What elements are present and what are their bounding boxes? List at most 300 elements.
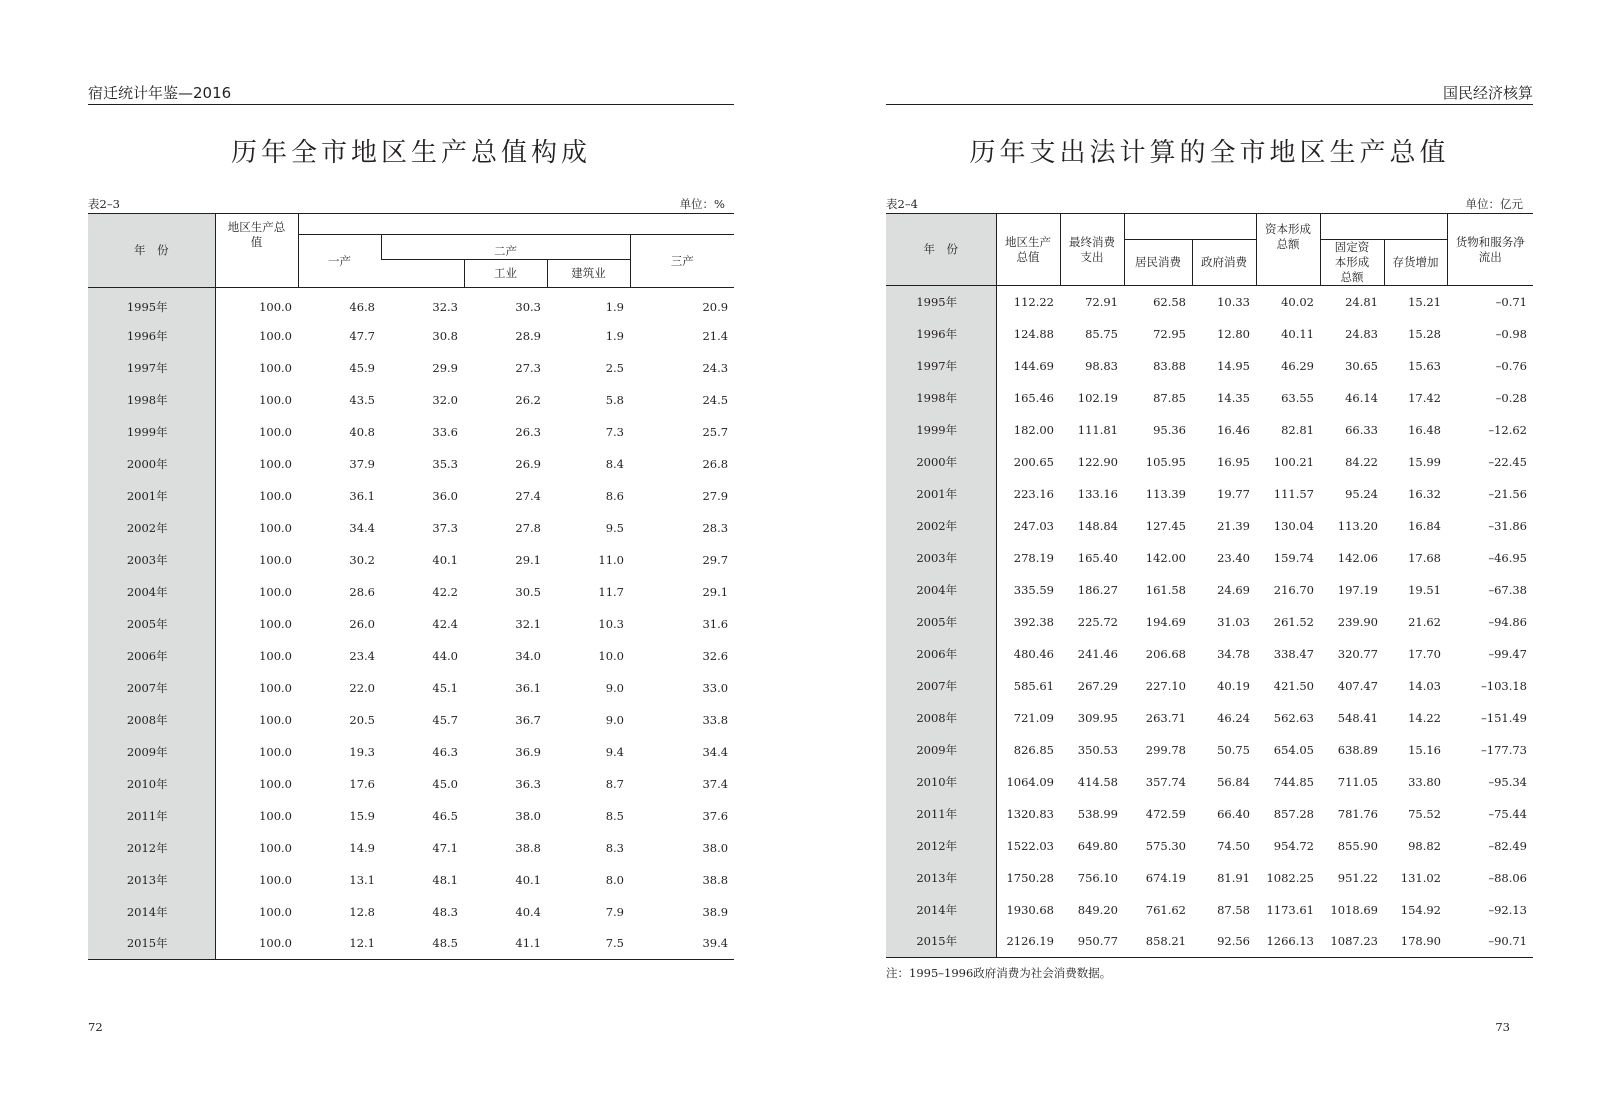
table-title: 历年支出法计算的全市地区生产总值 — [969, 138, 1450, 168]
value-cell: 8.0 — [605, 872, 624, 887]
value-cell: 17.6 — [349, 776, 375, 791]
value-cell: 12.8 — [349, 904, 375, 919]
value-cell: 8.3 — [605, 840, 624, 855]
value-cell: 46.8 — [349, 299, 375, 314]
gdp-expenditure-table — [886, 213, 1533, 958]
value-cell: 28.3 — [702, 520, 729, 535]
value-cell: 46.3 — [432, 744, 458, 759]
table-row — [886, 574, 1533, 606]
year-cell: 2009年 — [88, 736, 215, 768]
table-row — [88, 704, 734, 736]
value-cell: 50.75 — [1217, 742, 1250, 757]
value-cell: 111.81 — [1077, 422, 1118, 437]
value-cell: 72.95 — [1153, 326, 1186, 341]
value-cell: –0.71 — [1495, 294, 1527, 309]
year-cell: 1999年 — [88, 416, 215, 448]
year-cell: 2014年 — [886, 894, 996, 926]
table-row — [886, 798, 1533, 830]
value-cell: 30.3 — [515, 299, 541, 314]
value-cell: 87.58 — [1217, 902, 1250, 917]
value-cell: 100.0 — [259, 360, 292, 375]
value-cell: 62.58 — [1153, 294, 1186, 309]
value-cell: 200.65 — [1013, 454, 1054, 469]
value-cell: 40.4 — [515, 904, 541, 919]
value-cell: 100.0 — [259, 712, 292, 727]
value-cell: 100.0 — [259, 776, 292, 791]
year-cell: 2003年 — [886, 542, 996, 574]
running-head: 国民经济核算 — [886, 84, 1533, 105]
year-cell: 2000年 — [886, 446, 996, 478]
value-cell: 37.6 — [702, 808, 729, 823]
table-row — [886, 478, 1533, 510]
table-row — [886, 382, 1533, 414]
value-cell: 83.88 — [1153, 358, 1186, 373]
header-net-exports: 货物和服务净流出 — [1447, 214, 1533, 286]
value-cell: 47.1 — [432, 840, 458, 855]
value-cell: 414.58 — [1077, 774, 1118, 789]
value-cell: 263.71 — [1145, 710, 1186, 725]
value-cell: 30.65 — [1345, 358, 1378, 373]
value-cell: 46.29 — [1281, 358, 1314, 373]
value-cell: 26.3 — [515, 424, 541, 439]
table-row — [886, 894, 1533, 926]
value-cell: 100.0 — [259, 552, 292, 567]
value-cell: 40.02 — [1281, 294, 1314, 309]
table-row — [88, 672, 734, 704]
value-cell: 131.02 — [1400, 870, 1441, 885]
unit-label: 单位：% — [679, 197, 725, 211]
value-cell: 40.8 — [349, 424, 375, 439]
value-cell: 34.0 — [515, 648, 541, 663]
year-cell: 2007年 — [88, 672, 215, 704]
value-cell: –12.62 — [1488, 422, 1527, 437]
table-row — [88, 768, 734, 800]
value-cell: 10.0 — [598, 648, 624, 663]
value-cell: 28.6 — [349, 584, 375, 599]
year-cell: 2004年 — [886, 574, 996, 606]
table-row — [88, 736, 734, 768]
table-number: 表2–3 — [88, 197, 120, 211]
value-cell: 950.77 — [1077, 934, 1118, 949]
value-cell: 48.5 — [432, 936, 458, 951]
table-row — [886, 318, 1533, 350]
value-cell: 247.03 — [1013, 518, 1054, 533]
value-cell: 24.69 — [1217, 582, 1250, 597]
value-cell: 2126.19 — [1006, 934, 1054, 949]
year-cell: 2006年 — [886, 638, 996, 670]
value-cell: 40.1 — [432, 552, 458, 567]
header-gdp: 地区生产总值 — [996, 214, 1060, 286]
value-cell: 34.4 — [702, 744, 729, 759]
value-cell: 87.85 — [1153, 390, 1186, 405]
value-cell: 1522.03 — [1006, 838, 1054, 853]
value-cell: 100.0 — [259, 299, 292, 314]
value-cell: –94.86 — [1488, 614, 1527, 629]
table-row — [886, 510, 1533, 542]
table-row — [886, 446, 1533, 478]
year-cell: 2010年 — [88, 768, 215, 800]
value-cell: 102.19 — [1077, 390, 1118, 405]
value-cell: 122.90 — [1077, 454, 1118, 469]
value-cell: 100.0 — [259, 392, 292, 407]
unit-label: 单位：亿元 — [1465, 197, 1523, 211]
value-cell: 16.48 — [1408, 422, 1441, 437]
value-cell: 223.16 — [1013, 486, 1054, 501]
table-row — [88, 544, 734, 576]
table-row — [88, 480, 734, 512]
year-cell: 2004年 — [88, 576, 215, 608]
value-cell: 858.21 — [1145, 934, 1186, 949]
value-cell: 21.39 — [1217, 518, 1250, 533]
value-cell: 357.74 — [1145, 774, 1186, 789]
value-cell: 100.0 — [259, 648, 292, 663]
year-cell: 2014年 — [88, 896, 215, 928]
value-cell: 130.04 — [1273, 518, 1314, 533]
value-cell: 36.7 — [515, 712, 541, 727]
value-cell: 100.0 — [259, 904, 292, 919]
value-cell: 25.7 — [702, 424, 729, 439]
value-cell: 142.06 — [1337, 550, 1378, 565]
value-cell: 100.0 — [259, 328, 292, 343]
value-cell: 649.80 — [1077, 838, 1118, 853]
value-cell: 14.35 — [1217, 390, 1250, 405]
value-cell: 1320.83 — [1006, 806, 1054, 821]
value-cell: 761.62 — [1145, 902, 1186, 917]
table-row — [88, 928, 734, 960]
year-cell: 1996年 — [886, 318, 996, 350]
header-inventory: 存货增加 — [1384, 240, 1447, 286]
value-cell: 15.9 — [349, 808, 375, 823]
year-cell: 2013年 — [88, 864, 215, 896]
table-row — [886, 830, 1533, 862]
value-cell: 11.0 — [598, 552, 624, 567]
value-cell: 33.80 — [1408, 774, 1441, 789]
value-cell: 30.8 — [432, 328, 458, 343]
value-cell: 216.70 — [1273, 582, 1314, 597]
value-cell: 113.39 — [1145, 486, 1186, 501]
table-row — [88, 320, 734, 352]
header-primary: 一产 — [298, 235, 381, 288]
header-construction: 建筑业 — [547, 260, 630, 288]
header-capital-spacer — [1320, 214, 1447, 240]
value-cell: 48.1 — [432, 872, 458, 887]
table-row — [88, 576, 734, 608]
year-cell: 2005年 — [88, 608, 215, 640]
value-cell: 23.40 — [1217, 550, 1250, 565]
value-cell: –177.73 — [1481, 742, 1527, 757]
value-cell: 38.9 — [702, 904, 729, 919]
value-cell: 12.1 — [349, 936, 375, 951]
value-cell: 19.77 — [1217, 486, 1250, 501]
value-cell: 26.0 — [349, 616, 375, 631]
left-page — [0, 0, 804, 1099]
value-cell: 16.84 — [1408, 518, 1441, 533]
year-cell: 2015年 — [88, 928, 215, 960]
value-cell: 32.6 — [702, 648, 729, 663]
value-cell: 674.19 — [1145, 870, 1186, 885]
year-cell: 2008年 — [88, 704, 215, 736]
value-cell: –95.34 — [1488, 774, 1527, 789]
value-cell: 98.83 — [1085, 358, 1118, 373]
table-row — [886, 702, 1533, 734]
table-row — [886, 638, 1533, 670]
value-cell: 127.45 — [1145, 518, 1186, 533]
value-cell: 37.9 — [349, 456, 375, 471]
value-cell: –0.28 — [1495, 390, 1527, 405]
value-cell: 98.82 — [1408, 838, 1441, 853]
value-cell: 13.1 — [349, 872, 375, 887]
value-cell: –46.95 — [1488, 550, 1527, 565]
value-cell: 11.7 — [598, 584, 624, 599]
value-cell: 37.3 — [432, 520, 458, 535]
value-cell: 24.3 — [702, 360, 729, 375]
value-cell: 335.59 — [1013, 582, 1054, 597]
value-cell: 28.9 — [515, 328, 541, 343]
table-row — [88, 448, 734, 480]
value-cell: 133.16 — [1077, 486, 1118, 501]
value-cell: 10.3 — [598, 616, 624, 631]
value-cell: 95.36 — [1153, 422, 1186, 437]
table-row — [886, 350, 1533, 382]
value-cell: –88.06 — [1488, 870, 1527, 885]
value-cell: 20.5 — [349, 712, 375, 727]
value-cell: 309.95 — [1077, 710, 1118, 725]
value-cell: –99.47 — [1488, 646, 1527, 661]
value-cell: 267.29 — [1077, 678, 1118, 693]
gdp-composition-table — [88, 213, 734, 960]
value-cell: 92.56 — [1217, 934, 1250, 949]
value-cell: 19.51 — [1408, 582, 1441, 597]
value-cell: 638.89 — [1337, 742, 1378, 757]
value-cell: 15.99 — [1408, 454, 1441, 469]
page-number: 73 — [1495, 1020, 1510, 1034]
value-cell: 46.24 — [1217, 710, 1250, 725]
year-cell: 2006年 — [88, 640, 215, 672]
value-cell: –67.38 — [1488, 582, 1527, 597]
value-cell: 81.91 — [1217, 870, 1250, 885]
value-cell: 100.0 — [259, 680, 292, 695]
value-cell: 113.20 — [1337, 518, 1378, 533]
year-cell: 1997年 — [886, 350, 996, 382]
value-cell: 100.0 — [259, 872, 292, 887]
header-year: 年 份 — [88, 214, 215, 288]
value-cell: 194.69 — [1145, 614, 1186, 629]
value-cell: 16.95 — [1217, 454, 1250, 469]
year-cell: 1995年 — [886, 286, 996, 318]
value-cell: 8.4 — [605, 456, 624, 471]
year-cell: 2001年 — [886, 478, 996, 510]
value-cell: 82.81 — [1281, 422, 1314, 437]
value-cell: –90.71 — [1488, 934, 1527, 949]
running-head: 宿迁统计年鉴—2016 — [88, 84, 734, 105]
value-cell: 32.0 — [432, 392, 458, 407]
value-cell: 37.4 — [702, 776, 729, 791]
value-cell: 48.3 — [432, 904, 458, 919]
value-cell: 45.7 — [432, 712, 458, 727]
value-cell: 320.77 — [1337, 646, 1378, 661]
value-cell: 34.78 — [1217, 646, 1250, 661]
value-cell: 26.2 — [515, 392, 541, 407]
value-cell: 16.32 — [1408, 486, 1441, 501]
value-cell: 480.46 — [1013, 646, 1054, 661]
value-cell: 654.05 — [1273, 742, 1314, 757]
year-cell: 2015年 — [886, 926, 996, 958]
value-cell: 42.2 — [432, 584, 458, 599]
value-cell: 19.3 — [349, 744, 375, 759]
value-cell: 100.0 — [259, 744, 292, 759]
value-cell: 857.28 — [1273, 806, 1314, 821]
header-secondary: 二产 — [381, 235, 630, 260]
year-cell: 1995年 — [88, 288, 215, 320]
value-cell: 182.00 — [1013, 422, 1054, 437]
year-cell: 2002年 — [886, 510, 996, 542]
header-year: 年 份 — [886, 214, 996, 286]
value-cell: –0.98 — [1495, 326, 1527, 341]
value-cell: 178.90 — [1400, 934, 1441, 949]
value-cell: 45.9 — [349, 360, 375, 375]
table-row — [886, 414, 1533, 446]
header-tertiary: 三产 — [630, 235, 734, 288]
table-body — [886, 286, 1533, 958]
value-cell: 43.5 — [349, 392, 375, 407]
value-cell: 100.0 — [259, 840, 292, 855]
value-cell: 36.1 — [349, 488, 375, 503]
year-cell: 1996年 — [88, 320, 215, 352]
table-row — [886, 606, 1533, 638]
header-fixed-capital: 固定资本形成总额 — [1320, 240, 1384, 286]
year-cell: 2001年 — [88, 480, 215, 512]
value-cell: 148.84 — [1077, 518, 1118, 533]
value-cell: 45.1 — [432, 680, 458, 695]
year-cell: 2011年 — [886, 798, 996, 830]
value-cell: 36.3 — [515, 776, 541, 791]
value-cell: 9.4 — [605, 744, 624, 759]
value-cell: 47.7 — [349, 328, 375, 343]
year-cell: 2012年 — [886, 830, 996, 862]
value-cell: 30.5 — [515, 584, 541, 599]
value-cell: 24.83 — [1345, 326, 1378, 341]
value-cell: 1173.61 — [1266, 902, 1314, 917]
value-cell: 36.0 — [432, 488, 458, 503]
value-cell: 20.9 — [702, 299, 729, 314]
value-cell: 186.27 — [1077, 582, 1118, 597]
value-cell: 36.1 — [515, 680, 541, 695]
table-row — [886, 286, 1533, 318]
value-cell: 100.0 — [259, 488, 292, 503]
table-row — [88, 608, 734, 640]
value-cell: 26.8 — [702, 456, 729, 471]
header-capital-formation: 资本形成总额 — [1256, 214, 1320, 286]
value-cell: 75.52 — [1408, 806, 1441, 821]
year-cell: 1998年 — [886, 382, 996, 414]
value-cell: 42.4 — [432, 616, 458, 631]
value-cell: 24.81 — [1345, 294, 1378, 309]
value-cell: 33.6 — [432, 424, 458, 439]
year-cell: 1998年 — [88, 384, 215, 416]
table-title: 历年全市地区生产总值构成 — [230, 138, 591, 168]
value-cell: 24.5 — [702, 392, 729, 407]
value-cell: 756.10 — [1077, 870, 1118, 885]
value-cell: 548.41 — [1337, 710, 1378, 725]
value-cell: 32.3 — [432, 299, 458, 314]
value-cell: 16.46 — [1217, 422, 1250, 437]
value-cell: 46.14 — [1345, 390, 1378, 405]
header-consumption-spacer — [1124, 214, 1256, 240]
value-cell: 142.00 — [1145, 550, 1186, 565]
value-cell: 350.53 — [1077, 742, 1118, 757]
table-row — [88, 896, 734, 928]
value-cell: 40.11 — [1281, 326, 1314, 341]
value-cell: 41.1 — [515, 936, 541, 951]
value-cell: 144.69 — [1013, 358, 1054, 373]
value-cell: –103.18 — [1481, 678, 1527, 693]
value-cell: 562.63 — [1273, 710, 1314, 725]
value-cell: 8.5 — [605, 808, 624, 823]
value-cell: 154.92 — [1400, 902, 1441, 917]
value-cell: 38.0 — [515, 808, 541, 823]
value-cell: 9.0 — [605, 680, 624, 695]
value-cell: 241.46 — [1077, 646, 1118, 661]
value-cell: 15.63 — [1408, 358, 1441, 373]
value-cell: 45.0 — [432, 776, 458, 791]
value-cell: 27.3 — [515, 360, 541, 375]
value-cell: 39.4 — [702, 936, 729, 951]
value-cell: 100.0 — [259, 936, 292, 951]
header-household: 居民消费 — [1124, 240, 1192, 286]
value-cell: 72.91 — [1085, 294, 1118, 309]
value-cell: 100.0 — [259, 520, 292, 535]
value-cell: 951.22 — [1337, 870, 1378, 885]
value-cell: 954.72 — [1273, 838, 1314, 853]
value-cell: 27.4 — [515, 488, 541, 503]
value-cell: 33.8 — [702, 712, 729, 727]
value-cell: –92.13 — [1488, 902, 1527, 917]
value-cell: 40.1 — [515, 872, 541, 887]
value-cell: –75.44 — [1488, 806, 1527, 821]
value-cell: 74.50 — [1217, 838, 1250, 853]
value-cell: 1.9 — [605, 328, 624, 343]
year-cell: 2013年 — [886, 862, 996, 894]
value-cell: 227.10 — [1145, 678, 1186, 693]
value-cell: 111.57 — [1273, 486, 1314, 501]
value-cell: 105.95 — [1145, 454, 1186, 469]
value-cell: 23.4 — [349, 648, 375, 663]
table-row — [886, 766, 1533, 798]
right-page — [804, 0, 1609, 1099]
value-cell: 826.85 — [1013, 742, 1054, 757]
value-cell: 855.90 — [1337, 838, 1378, 853]
value-cell: –151.49 — [1481, 710, 1527, 725]
value-cell: 14.03 — [1408, 678, 1441, 693]
table-row — [886, 926, 1533, 958]
value-cell: 100.0 — [259, 584, 292, 599]
value-cell: 40.19 — [1217, 678, 1250, 693]
value-cell: 849.20 — [1077, 902, 1118, 917]
value-cell: 14.9 — [349, 840, 375, 855]
value-cell: –21.56 — [1488, 486, 1527, 501]
value-cell: 7.3 — [605, 424, 624, 439]
value-cell: 338.47 — [1273, 646, 1314, 661]
table-note: 注：1995–1996政府消费为社会消费数据。 — [886, 966, 1112, 980]
value-cell: 585.61 — [1013, 678, 1054, 693]
value-cell: –22.45 — [1488, 454, 1527, 469]
value-cell: 36.9 — [515, 744, 541, 759]
header-industry: 工业 — [464, 260, 547, 288]
value-cell: 744.85 — [1273, 774, 1314, 789]
value-cell: 197.19 — [1337, 582, 1378, 597]
value-cell: 7.5 — [605, 936, 624, 951]
value-cell: 29.1 — [515, 552, 541, 567]
